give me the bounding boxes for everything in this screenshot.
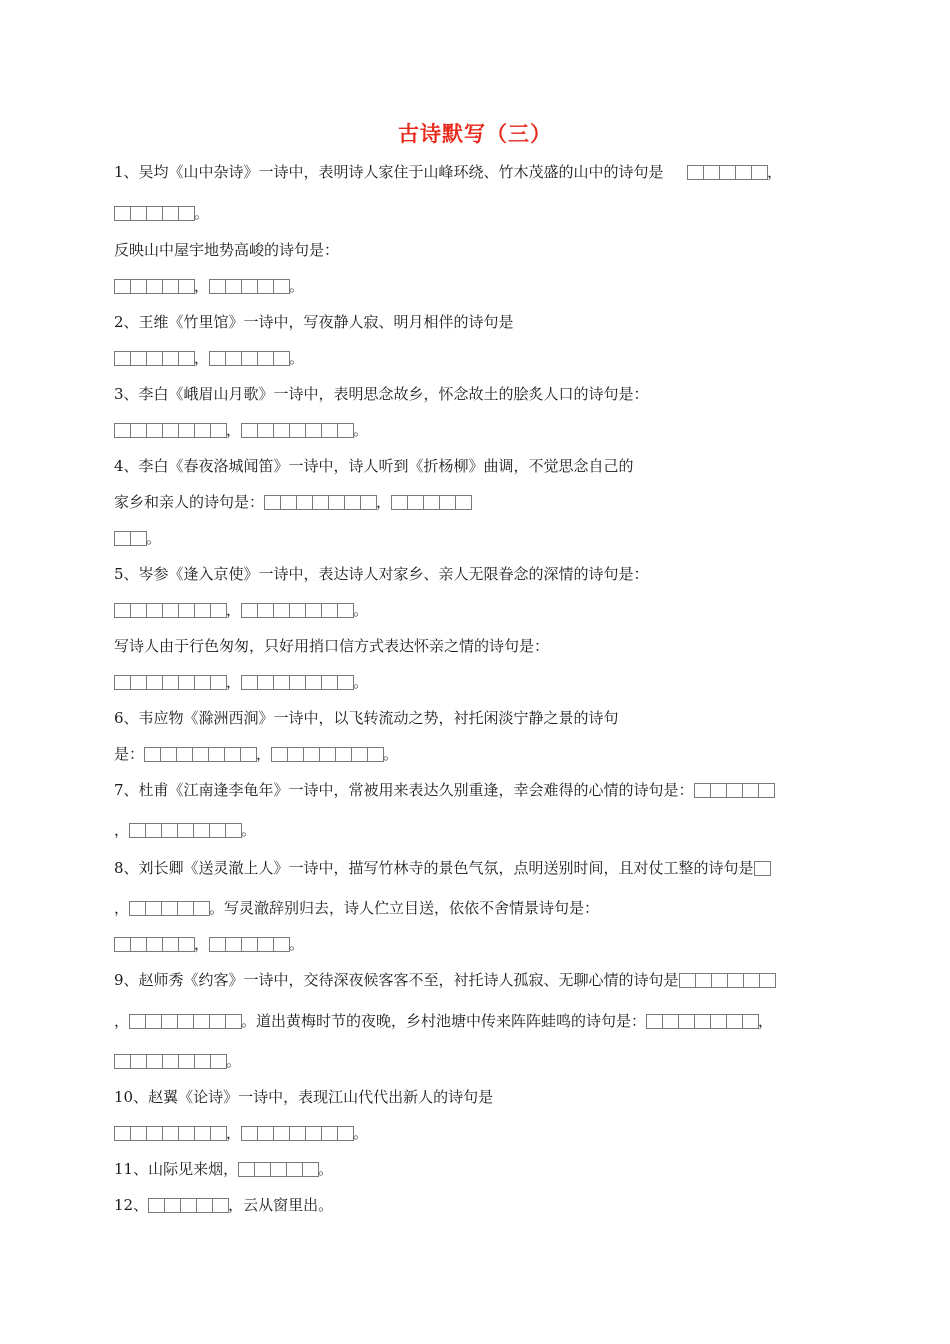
answer-blank[interactable] xyxy=(646,1014,758,1029)
answer-box[interactable] xyxy=(130,206,147,221)
answer-box[interactable] xyxy=(727,973,744,988)
answer-box[interactable] xyxy=(238,1162,255,1177)
q1-line-1 xyxy=(114,162,782,182)
punct: ， xyxy=(114,821,130,839)
punct: ， xyxy=(226,673,242,691)
q1-prompt: 1、吴均《山中杂诗》一诗中，表明诗人家住于山峰环绕、竹木茂盛的山中的诗句是 xyxy=(114,163,664,181)
answer-blank[interactable] xyxy=(209,351,289,366)
answer-box[interactable] xyxy=(193,901,210,916)
q7-prompt: 7、杜甫《江南逢李龟年》一诗中，常被用来表达久别重逢，幸会难得的心情的诗句是： xyxy=(114,781,694,799)
answer-box[interactable] xyxy=(271,747,288,762)
answer-box[interactable] xyxy=(130,937,147,952)
answer-box[interactable] xyxy=(178,1054,195,1069)
answer-blank[interactable] xyxy=(129,901,209,916)
q1-line-4 xyxy=(114,276,304,296)
punct: ， xyxy=(758,1012,774,1030)
answer-box[interactable] xyxy=(303,747,320,762)
punct: 。 xyxy=(353,673,369,691)
punct: 。 xyxy=(318,1160,334,1178)
q11-line xyxy=(114,1159,333,1179)
answer-box[interactable] xyxy=(710,1014,727,1029)
answer-box[interactable] xyxy=(257,279,274,294)
punct: 。 xyxy=(353,421,369,439)
answer-box[interactable] xyxy=(162,1054,179,1069)
q6-prompt: 6、韦应物《滁洲西涧》一诗中，以飞转流动之势，衬托闲淡宁静之景的诗句 xyxy=(114,709,619,727)
answer-box[interactable] xyxy=(678,1014,695,1029)
answer-box[interactable] xyxy=(679,973,696,988)
answer-box[interactable] xyxy=(337,1126,354,1141)
answer-box[interactable] xyxy=(742,783,759,798)
answer-box[interactable] xyxy=(161,901,178,916)
answer-box[interactable] xyxy=(646,1014,663,1029)
punct: 。 xyxy=(146,529,162,547)
answer-box[interactable] xyxy=(130,531,147,546)
q12-number: 12、 xyxy=(114,1196,149,1214)
answer-box[interactable] xyxy=(273,279,290,294)
answer-box[interactable] xyxy=(439,495,456,510)
answer-box[interactable] xyxy=(114,423,131,438)
answer-box[interactable] xyxy=(178,206,195,221)
answer-box[interactable] xyxy=(695,973,712,988)
q2-line-1 xyxy=(114,312,514,332)
answer-box[interactable] xyxy=(162,675,179,690)
answer-box[interactable] xyxy=(719,165,736,180)
answer-box[interactable] xyxy=(225,279,242,294)
answer-box[interactable] xyxy=(162,279,179,294)
answer-box[interactable] xyxy=(759,973,776,988)
punct: ， xyxy=(226,601,242,619)
answer-box[interactable] xyxy=(146,603,163,618)
answer-box[interactable] xyxy=(257,675,274,690)
answer-box[interactable] xyxy=(146,423,163,438)
q5-line-2 xyxy=(114,600,368,620)
answer-box[interactable] xyxy=(687,165,704,180)
punct: 。 xyxy=(289,349,305,367)
answer-box[interactable] xyxy=(129,901,146,916)
answer-blank[interactable] xyxy=(209,937,289,952)
q8-line-2 xyxy=(114,898,599,918)
answer-box[interactable] xyxy=(225,351,242,366)
answer-box[interactable] xyxy=(662,1014,679,1029)
q8-prompt: 8、刘长卿《送灵澈上人》一诗中，描写竹林寺的景色气氛，点明送别时间，且对仗工整的诗句是 xyxy=(114,859,754,877)
answer-box[interactable] xyxy=(161,823,178,838)
answer-box[interactable] xyxy=(162,1126,179,1141)
answer-box[interactable] xyxy=(257,351,274,366)
q8-line-1 xyxy=(114,858,770,878)
answer-box[interactable] xyxy=(264,495,281,510)
answer-box[interactable] xyxy=(455,495,472,510)
answer-blank[interactable] xyxy=(114,937,194,952)
answer-blank[interactable] xyxy=(264,495,376,510)
answer-blank[interactable] xyxy=(114,1126,226,1141)
q12-prompt: ，云从窗里出。 xyxy=(228,1196,334,1214)
answer-box[interactable] xyxy=(743,973,760,988)
q5-line-3 xyxy=(114,636,549,656)
answer-box[interactable] xyxy=(742,1014,759,1029)
answer-box[interactable] xyxy=(273,937,290,952)
punct: ， xyxy=(256,745,272,763)
answer-box[interactable] xyxy=(114,531,131,546)
answer-box[interactable] xyxy=(130,1126,147,1141)
answer-box[interactable] xyxy=(328,495,345,510)
punct: 。 xyxy=(289,935,305,953)
answer-box[interactable] xyxy=(337,603,354,618)
answer-box[interactable] xyxy=(754,861,771,876)
answer-box[interactable] xyxy=(367,747,384,762)
answer-box[interactable] xyxy=(129,823,146,838)
answer-box[interactable] xyxy=(289,423,306,438)
answer-box[interactable] xyxy=(241,279,258,294)
answer-blank[interactable] xyxy=(114,603,226,618)
punct: ， xyxy=(226,1124,242,1142)
q5-line-1 xyxy=(114,564,649,584)
punct: ， xyxy=(376,493,392,511)
q10-prompt: 10、赵翼《论诗》一诗中，表现江山代代出新人的诗句是 xyxy=(114,1088,494,1106)
answer-box[interactable] xyxy=(146,206,163,221)
answer-box[interactable] xyxy=(344,495,361,510)
answer-box[interactable] xyxy=(177,901,194,916)
answer-box[interactable] xyxy=(178,1126,195,1141)
answer-box[interactable] xyxy=(194,1054,211,1069)
answer-box[interactable] xyxy=(192,747,209,762)
answer-box[interactable] xyxy=(114,1054,131,1069)
answer-box[interactable] xyxy=(114,351,131,366)
answer-box[interactable] xyxy=(257,1126,274,1141)
answer-box[interactable] xyxy=(289,675,306,690)
answer-box[interactable] xyxy=(694,783,711,798)
answer-box[interactable] xyxy=(209,1014,226,1029)
q1-line-3 xyxy=(114,240,339,260)
answer-box[interactable] xyxy=(194,423,211,438)
answer-box[interactable] xyxy=(177,1014,194,1029)
answer-box[interactable] xyxy=(751,165,768,180)
answer-box[interactable] xyxy=(305,423,322,438)
answer-box[interactable] xyxy=(194,603,211,618)
q8-prompt-2: 。写灵澈辞别归去，诗人伫立目送，依依不舍情景诗句是： xyxy=(209,899,600,917)
answer-box[interactable] xyxy=(305,675,322,690)
q9-prompt-2: 。道出黄梅时节的夜晚，乡村池塘中传来阵阵蛙鸣的诗句是： xyxy=(241,1012,647,1030)
answer-box[interactable] xyxy=(726,1014,743,1029)
answer-box[interactable] xyxy=(241,937,258,952)
answer-box[interactable] xyxy=(273,423,290,438)
answer-box[interactable] xyxy=(241,603,258,618)
punct: ， xyxy=(226,421,242,439)
q3-line-2 xyxy=(114,420,368,440)
answer-box[interactable] xyxy=(145,901,162,916)
answer-box[interactable] xyxy=(146,937,163,952)
q10-line-2 xyxy=(114,1123,368,1143)
punct: ， xyxy=(114,1012,130,1030)
answer-box[interactable] xyxy=(273,1126,290,1141)
answer-box[interactable] xyxy=(146,351,163,366)
answer-box[interactable] xyxy=(273,675,290,690)
answer-box[interactable] xyxy=(144,747,161,762)
answer-blank[interactable] xyxy=(679,973,775,988)
answer-box[interactable] xyxy=(726,783,743,798)
answer-blank[interactable] xyxy=(754,861,770,876)
answer-box[interactable] xyxy=(241,423,258,438)
q1-prompt-2: 反映山中屋宇地势高峻的诗句是： xyxy=(114,241,340,259)
answer-box[interactable] xyxy=(160,747,177,762)
answer-box[interactable] xyxy=(209,279,226,294)
answer-box[interactable] xyxy=(145,1014,162,1029)
q11-prompt: 11、山际见来烟， xyxy=(114,1160,239,1178)
answer-box[interactable] xyxy=(146,1054,163,1069)
answer-blank[interactable] xyxy=(129,1014,241,1029)
answer-box[interactable] xyxy=(225,937,242,952)
answer-box[interactable] xyxy=(114,603,131,618)
answer-box[interactable] xyxy=(321,1126,338,1141)
answer-box[interactable] xyxy=(273,603,290,618)
answer-blank[interactable] xyxy=(144,747,256,762)
answer-box[interactable] xyxy=(703,165,720,180)
q9-line-2 xyxy=(114,1011,773,1031)
answer-box[interactable] xyxy=(161,1014,178,1029)
answer-box[interactable] xyxy=(210,603,227,618)
answer-box[interactable] xyxy=(114,1126,131,1141)
answer-blank[interactable] xyxy=(241,675,353,690)
punct: 。 xyxy=(353,1124,369,1142)
answer-box[interactable] xyxy=(270,1162,287,1177)
answer-blank[interactable] xyxy=(694,783,774,798)
q4-line-2 xyxy=(114,492,471,512)
q8-line-3 xyxy=(114,934,304,954)
punct: 。 xyxy=(353,601,369,619)
q3-prompt: 3、李白《峨眉山月歌》一诗中，表明思念故乡，怀念故土的脍炙人口的诗句是： xyxy=(114,385,649,403)
answer-box[interactable] xyxy=(178,423,195,438)
answer-box[interactable] xyxy=(335,747,352,762)
answer-box[interactable] xyxy=(391,495,408,510)
answer-box[interactable] xyxy=(193,823,210,838)
q6-line-1 xyxy=(114,708,619,728)
answer-box[interactable] xyxy=(319,747,336,762)
answer-box[interactable] xyxy=(196,1198,213,1213)
q10-line-1 xyxy=(114,1087,493,1107)
punct: ， xyxy=(194,349,210,367)
answer-blank[interactable] xyxy=(209,279,289,294)
answer-blank[interactable] xyxy=(114,1054,226,1069)
answer-blank[interactable] xyxy=(241,603,353,618)
q5-prompt: 5、岑参《逢入京使》一诗中，表达诗人对家乡、亲人无限眷念的深情的诗句是： xyxy=(114,565,649,583)
q4-line-1 xyxy=(114,456,634,476)
answer-blank[interactable] xyxy=(114,351,194,366)
answer-box[interactable] xyxy=(162,937,179,952)
answer-box[interactable] xyxy=(210,1054,227,1069)
answer-box[interactable] xyxy=(114,937,131,952)
answer-box[interactable] xyxy=(257,937,274,952)
answer-box[interactable] xyxy=(758,783,775,798)
answer-box[interactable] xyxy=(257,423,274,438)
answer-box[interactable] xyxy=(180,1198,197,1213)
answer-box[interactable] xyxy=(321,603,338,618)
answer-box[interactable] xyxy=(114,206,131,221)
q7-line-1 xyxy=(114,780,774,800)
punct: 。 xyxy=(241,821,257,839)
answer-box[interactable] xyxy=(130,675,147,690)
answer-blank[interactable] xyxy=(114,423,226,438)
answer-box[interactable] xyxy=(130,351,147,366)
answer-box[interactable] xyxy=(210,675,227,690)
answer-box[interactable] xyxy=(210,423,227,438)
q9-line-3 xyxy=(114,1051,241,1071)
answer-box[interactable] xyxy=(177,823,194,838)
answer-blank[interactable] xyxy=(271,747,383,762)
answer-box[interactable] xyxy=(114,675,131,690)
answer-blank[interactable] xyxy=(241,1126,353,1141)
q2-prompt: 2、王维《竹里馆》一诗中，写夜静人寂、明月相伴的诗句是 xyxy=(114,313,514,331)
answer-box[interactable] xyxy=(162,206,179,221)
q5-line-4 xyxy=(114,672,368,692)
q1-line-2 xyxy=(114,203,209,223)
answer-box[interactable] xyxy=(287,747,304,762)
answer-blank[interactable] xyxy=(114,279,194,294)
answer-box[interactable] xyxy=(286,1162,303,1177)
answer-box[interactable] xyxy=(360,495,377,510)
answer-box[interactable] xyxy=(162,603,179,618)
answer-box[interactable] xyxy=(735,165,752,180)
answer-box[interactable] xyxy=(146,675,163,690)
q12-line xyxy=(114,1195,333,1215)
answer-box[interactable] xyxy=(193,1014,210,1029)
answer-box[interactable] xyxy=(241,675,258,690)
answer-box[interactable] xyxy=(178,937,195,952)
answer-box[interactable] xyxy=(209,823,226,838)
answer-box[interactable] xyxy=(178,279,195,294)
answer-box[interactable] xyxy=(241,1126,258,1141)
answer-box[interactable] xyxy=(305,1126,322,1141)
q6-prompt-2: 是： xyxy=(114,745,145,763)
punct: 。 xyxy=(289,277,305,295)
q4-line-3 xyxy=(114,528,161,548)
answer-box[interactable] xyxy=(162,351,179,366)
answer-box[interactable] xyxy=(351,747,368,762)
answer-blank[interactable] xyxy=(687,165,767,180)
punct: 。 xyxy=(383,745,399,763)
answer-box[interactable] xyxy=(145,823,162,838)
punct: 。 xyxy=(194,204,210,222)
q2-line-2 xyxy=(114,348,304,368)
answer-box[interactable] xyxy=(289,1126,306,1141)
answer-box[interactable] xyxy=(130,423,147,438)
answer-box[interactable] xyxy=(129,1014,146,1029)
answer-box[interactable] xyxy=(178,603,195,618)
answer-box[interactable] xyxy=(130,279,147,294)
answer-box[interactable] xyxy=(407,495,424,510)
answer-blank[interactable] xyxy=(148,1198,228,1213)
punct: ， xyxy=(114,899,130,917)
answer-blank[interactable] xyxy=(129,823,241,838)
answer-box[interactable] xyxy=(164,1198,181,1213)
q9-prompt: 9、赵师秀《约客》一诗中，交待深夜候客客不至，衬托诗人孤寂、无聊心情的诗句是 xyxy=(114,971,679,989)
answer-box[interactable] xyxy=(178,675,195,690)
answer-box[interactable] xyxy=(240,747,257,762)
punct: ， xyxy=(194,277,210,295)
q6-line-2 xyxy=(114,744,398,764)
answer-box[interactable] xyxy=(148,1198,165,1213)
answer-box[interactable] xyxy=(209,937,226,952)
answer-box[interactable] xyxy=(280,495,297,510)
answer-box[interactable] xyxy=(224,747,241,762)
answer-box[interactable] xyxy=(289,603,306,618)
answer-box[interactable] xyxy=(146,1126,163,1141)
answer-box[interactable] xyxy=(225,823,242,838)
answer-box[interactable] xyxy=(321,423,338,438)
q4-prompt-2: 家乡和亲人的诗句是： xyxy=(114,493,265,511)
answer-box[interactable] xyxy=(337,423,354,438)
answer-box[interactable] xyxy=(254,1162,271,1177)
answer-box[interactable] xyxy=(194,675,211,690)
answer-blank[interactable] xyxy=(114,675,226,690)
answer-box[interactable] xyxy=(423,495,440,510)
answer-box[interactable] xyxy=(114,279,131,294)
answer-box[interactable] xyxy=(302,1162,319,1177)
answer-box[interactable] xyxy=(305,603,322,618)
answer-blank[interactable] xyxy=(241,423,353,438)
punct: ， xyxy=(194,935,210,953)
answer-box[interactable] xyxy=(312,495,329,510)
answer-box[interactable] xyxy=(710,783,727,798)
answer-box[interactable] xyxy=(296,495,313,510)
answer-box[interactable] xyxy=(210,1126,227,1141)
page-title: 古诗默写（三） xyxy=(398,122,552,146)
q7-line-2 xyxy=(114,820,256,840)
answer-box[interactable] xyxy=(208,747,225,762)
answer-blank[interactable] xyxy=(238,1162,318,1177)
q5-prompt-2: 写诗人由于行色匆匆，只好用捎口信方式表达怀亲之情的诗句是： xyxy=(114,637,550,655)
answer-blank[interactable] xyxy=(114,206,194,221)
answer-box[interactable] xyxy=(694,1014,711,1029)
answer-blank[interactable] xyxy=(114,531,146,546)
punct: ， xyxy=(767,163,783,181)
answer-box[interactable] xyxy=(178,351,195,366)
q4-prompt: 4、李白《春夜洛城闻笛》一诗中，诗人听到《折杨柳》曲调，不觉思念自己的 xyxy=(114,457,634,475)
answer-box[interactable] xyxy=(321,675,338,690)
answer-box[interactable] xyxy=(176,747,193,762)
answer-box[interactable] xyxy=(241,351,258,366)
q3-line-1 xyxy=(114,384,649,404)
answer-box[interactable] xyxy=(273,351,290,366)
answer-box[interactable] xyxy=(194,1126,211,1141)
answer-box[interactable] xyxy=(209,351,226,366)
answer-blank[interactable] xyxy=(391,495,471,510)
answer-box[interactable] xyxy=(257,603,274,618)
punct: 。 xyxy=(226,1052,242,1070)
answer-box[interactable] xyxy=(212,1198,229,1213)
answer-box[interactable] xyxy=(337,675,354,690)
answer-box[interactable] xyxy=(225,1014,242,1029)
answer-box[interactable] xyxy=(146,279,163,294)
answer-box[interactable] xyxy=(162,423,179,438)
q9-line-1 xyxy=(114,970,775,990)
answer-box[interactable] xyxy=(711,973,728,988)
answer-box[interactable] xyxy=(130,603,147,618)
answer-box[interactable] xyxy=(130,1054,147,1069)
